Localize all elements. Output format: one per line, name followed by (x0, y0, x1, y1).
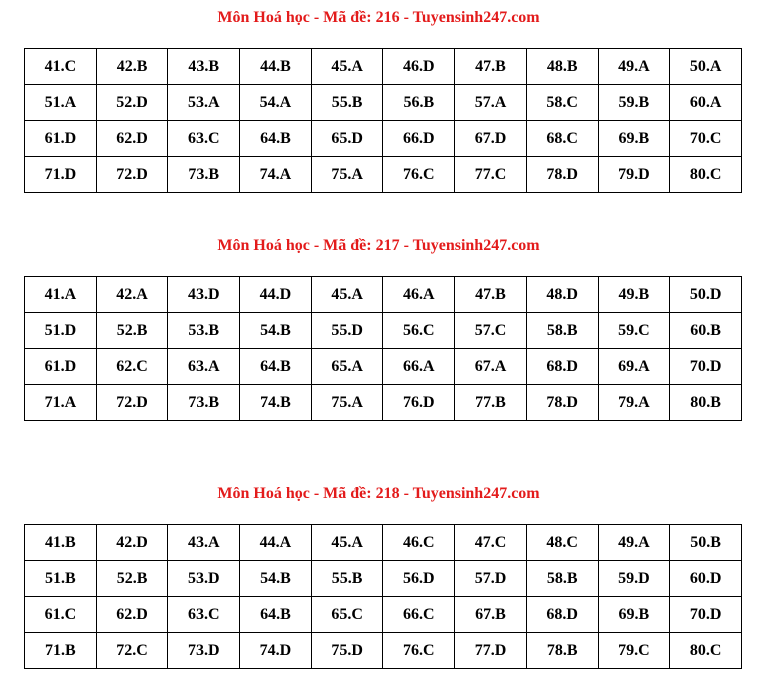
answer-cell: 74.D (240, 633, 312, 669)
answer-cell: 45.A (311, 49, 383, 85)
table-row (25, 85, 742, 121)
answer-cell: 58.C (526, 85, 598, 121)
answer-cell: 56.C (383, 313, 455, 349)
answer-cell: 68.D (526, 349, 598, 385)
answer-cell: 43.A (168, 525, 240, 561)
answer-cell: 57.A (455, 85, 527, 121)
answer-cell: 48.B (526, 49, 598, 85)
answer-cell: 80.C (670, 157, 742, 193)
answer-cell: 44.D (240, 277, 312, 313)
answer-cell: 69.A (598, 349, 670, 385)
answer-cell: 80.B (670, 385, 742, 421)
answer-cell: 72.D (96, 157, 168, 193)
answer-cell: 71.B (25, 633, 97, 669)
answer-cell: 77.B (455, 385, 527, 421)
answer-cell: 65.D (311, 121, 383, 157)
answer-cell: 69.B (598, 597, 670, 633)
table-row (25, 277, 742, 313)
answer-cell: 71.A (25, 385, 97, 421)
table-row (25, 349, 742, 385)
answer-cell: 78.D (526, 385, 598, 421)
answer-cell: 42.D (96, 525, 168, 561)
answer-cell: 77.C (455, 157, 527, 193)
table-row (25, 121, 742, 157)
answer-cell: 48.D (526, 277, 598, 313)
answer-cell: 68.D (526, 597, 598, 633)
answer-cell: 59.D (598, 561, 670, 597)
answer-cell: 41.A (25, 277, 97, 313)
answer-cell: 62.D (96, 121, 168, 157)
answer-cell: 62.C (96, 349, 168, 385)
table-row (25, 597, 742, 633)
answer-cell: 59.C (598, 313, 670, 349)
answer-cell: 65.C (311, 597, 383, 633)
answer-cell: 52.B (96, 313, 168, 349)
answer-cell: 44.B (240, 49, 312, 85)
answer-cell: 45.A (311, 277, 383, 313)
answer-cell: 42.B (96, 49, 168, 85)
table-row (25, 49, 742, 85)
table-row (25, 561, 742, 597)
answer-cell: 49.B (598, 277, 670, 313)
answer-cell: 74.A (240, 157, 312, 193)
answer-cell: 78.D (526, 157, 598, 193)
answer-cell: 67.B (455, 597, 527, 633)
answer-cell: 60.B (670, 313, 742, 349)
answer-cell: 50.D (670, 277, 742, 313)
answer-cell: 53.B (168, 313, 240, 349)
answer-cell: 49.A (598, 49, 670, 85)
table-row (25, 157, 742, 193)
answer-cell: 70.C (670, 121, 742, 157)
answer-cell: 66.C (383, 597, 455, 633)
section-title: Môn Hoá học - Mã đề: 216 - Tuyensinh247.com (217, 9, 540, 26)
answer-cell: 43.D (168, 277, 240, 313)
answer-cell: 55.D (311, 313, 383, 349)
answer-cell: 70.D (670, 349, 742, 385)
answer-cell: 77.D (455, 633, 527, 669)
answer-cell: 74.B (240, 385, 312, 421)
answer-cell: 71.D (25, 157, 97, 193)
table-row (25, 525, 742, 561)
answer-cell: 79.C (598, 633, 670, 669)
answer-cell: 70.D (670, 597, 742, 633)
answer-cell: 43.B (168, 49, 240, 85)
answer-cell: 63.A (168, 349, 240, 385)
answer-cell: 66.A (383, 349, 455, 385)
answer-cell: 66.D (383, 121, 455, 157)
answer-cell: 54.B (240, 313, 312, 349)
answer-cell: 47.B (455, 49, 527, 85)
answer-cell: 61.C (25, 597, 97, 633)
table-row (25, 313, 742, 349)
answer-cell: 44.A (240, 525, 312, 561)
answer-cell: 67.D (455, 121, 527, 157)
answer-cell: 56.B (383, 85, 455, 121)
answer-table (24, 48, 742, 193)
answer-cell: 72.C (96, 633, 168, 669)
answer-cell: 42.A (96, 277, 168, 313)
answer-cell: 60.D (670, 561, 742, 597)
answer-cell: 54.A (240, 85, 312, 121)
answer-cell: 51.D (25, 313, 97, 349)
answer-cell: 72.D (96, 385, 168, 421)
answer-cell: 41.C (25, 49, 97, 85)
answer-cell: 49.A (598, 525, 670, 561)
answer-cell: 67.A (455, 349, 527, 385)
table-row (25, 385, 742, 421)
answer-cell: 50.B (670, 525, 742, 561)
answer-table (24, 276, 742, 421)
answer-cell: 64.B (240, 597, 312, 633)
answer-cell: 47.C (455, 525, 527, 561)
answer-cell: 55.B (311, 85, 383, 121)
answer-cell: 62.D (96, 597, 168, 633)
answer-cell: 78.B (526, 633, 598, 669)
answer-cell: 73.B (168, 385, 240, 421)
answer-cell: 51.B (25, 561, 97, 597)
answer-cell: 46.D (383, 49, 455, 85)
answer-cell: 75.A (311, 157, 383, 193)
answer-cell: 80.C (670, 633, 742, 669)
answer-cell: 45.A (311, 525, 383, 561)
answer-cell: 63.C (168, 597, 240, 633)
answer-cell: 57.D (455, 561, 527, 597)
answer-cell: 79.A (598, 385, 670, 421)
answer-cell: 48.C (526, 525, 598, 561)
answer-cell: 55.B (311, 561, 383, 597)
table-row (25, 633, 742, 669)
answer-cell: 60.A (670, 85, 742, 121)
answer-cell: 52.D (96, 85, 168, 121)
answer-cell: 63.C (168, 121, 240, 157)
answer-cell: 73.D (168, 633, 240, 669)
answer-cell: 50.A (670, 49, 742, 85)
answer-cell: 76.C (383, 157, 455, 193)
answer-cell: 61.D (25, 349, 97, 385)
answer-cell: 52.B (96, 561, 168, 597)
answer-cell: 53.D (168, 561, 240, 597)
answer-cell: 54.B (240, 561, 312, 597)
answer-cell: 58.B (526, 313, 598, 349)
answer-cell: 46.C (383, 525, 455, 561)
answer-cell: 53.A (168, 85, 240, 121)
answer-cell: 75.D (311, 633, 383, 669)
section-title: Môn Hoá học - Mã đề: 217 - Tuyensinh247.com (217, 237, 540, 254)
answer-cell: 41.B (25, 525, 97, 561)
answer-cell: 79.D (598, 157, 670, 193)
answer-cell: 64.B (240, 349, 312, 385)
answer-cell: 51.A (25, 85, 97, 121)
answer-cell: 46.A (383, 277, 455, 313)
answer-cell: 65.A (311, 349, 383, 385)
answer-cell: 69.B (598, 121, 670, 157)
answer-cell: 64.B (240, 121, 312, 157)
answer-cell: 76.D (383, 385, 455, 421)
answer-table (24, 524, 742, 669)
answer-cell: 57.C (455, 313, 527, 349)
answer-cell: 47.B (455, 277, 527, 313)
answer-cell: 68.C (526, 121, 598, 157)
answer-cell: 58.B (526, 561, 598, 597)
answer-cell: 76.C (383, 633, 455, 669)
answer-cell: 56.D (383, 561, 455, 597)
answer-cell: 59.B (598, 85, 670, 121)
section-title: Môn Hoá học - Mã đề: 218 - Tuyensinh247.com (217, 485, 540, 502)
answer-cell: 73.B (168, 157, 240, 193)
answer-cell: 61.D (25, 121, 97, 157)
answer-cell: 75.A (311, 385, 383, 421)
